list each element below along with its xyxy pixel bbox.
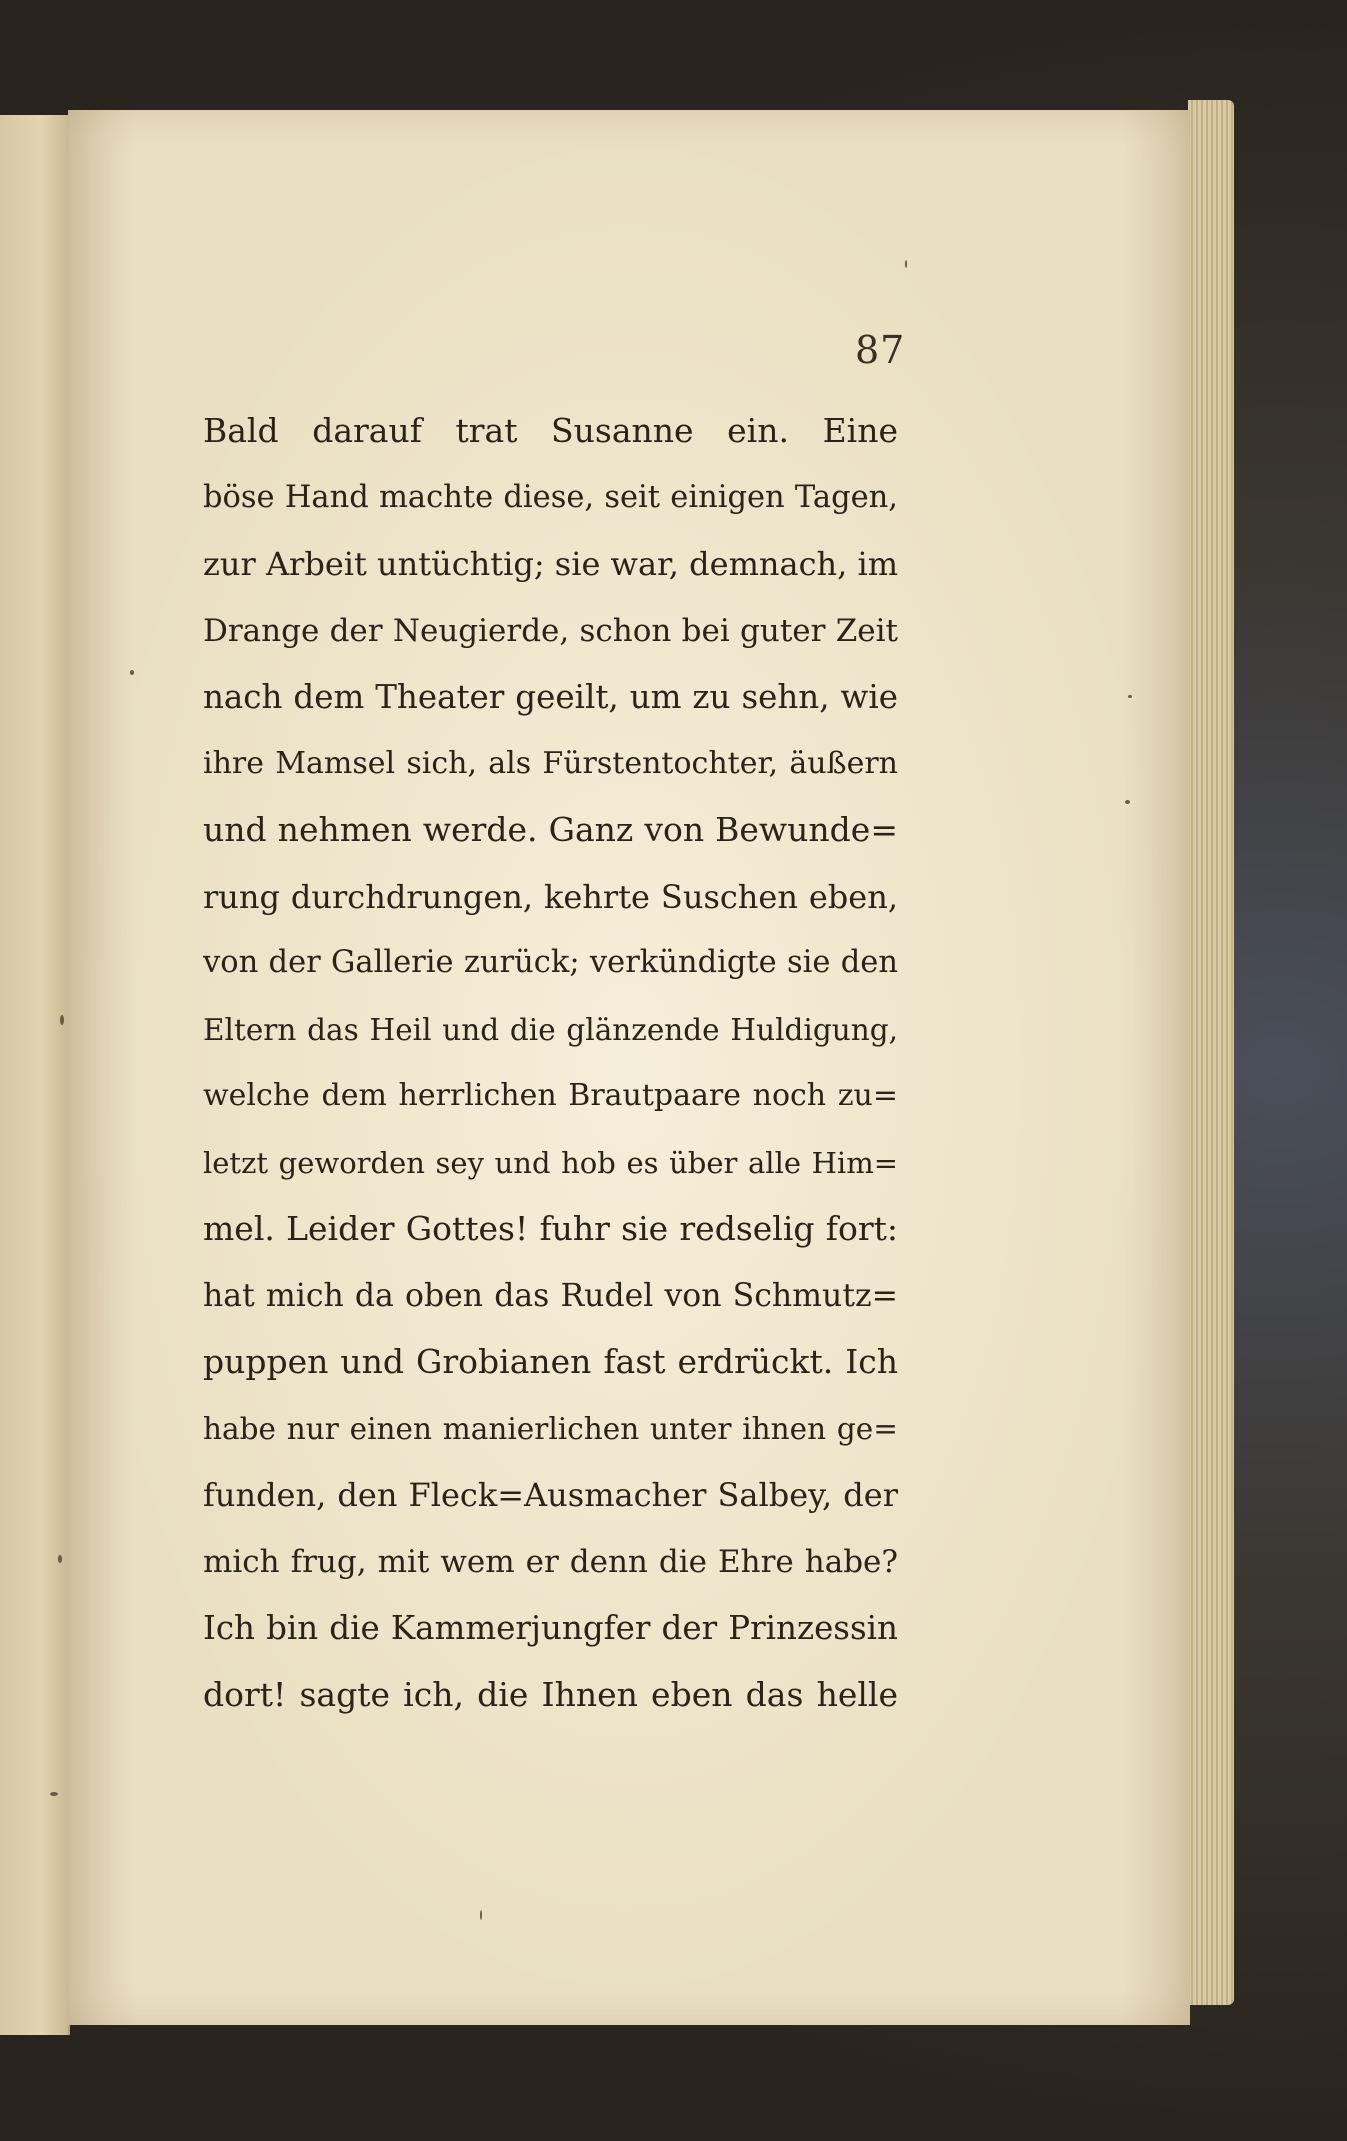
text-line: böse Hand machte diese, seit einigen Tagen, [203, 479, 898, 515]
text-line: ihre Mamsel sich, als Fürstentochter, äußern [203, 745, 898, 781]
text-line: letzt geworden sey und hob es über alle Him= [203, 1145, 898, 1180]
text-line: hat mich da oben das Rudel von Schmutz= [203, 1277, 898, 1314]
text-line: rung durchdrungen, kehrte Suschen eben, [203, 877, 898, 916]
text-line: welche dem herrlichen Brautpaare noch zu= [203, 1078, 898, 1113]
text-line: puppen und Grobianen fast erdrückt. Ich [203, 1342, 898, 1381]
text-line: Bald darauf trat Susanne ein. Eine [203, 411, 898, 450]
page-number: 87 [855, 328, 906, 372]
text-line: mel. Leider Gottes! fuhr sie redselig fort: [203, 1209, 898, 1248]
text-line: dort! sagte ich, die Ihnen eben das helle [203, 1674, 898, 1714]
text-line: von der Gallerie zurück; verkündigte sie den [203, 945, 898, 980]
text-line: habe nur einen manierlichen unter ihnen ge= [203, 1411, 898, 1446]
text-line: mich frug, mit wem er denn die Ehre habe? [203, 1543, 898, 1580]
text-line: Ich bin die Kammerjungfer der Prinzessin [203, 1609, 898, 1647]
text-line: funden, den Fleck=Ausmacher Salbey, der [203, 1476, 898, 1514]
page-stack-edges [1188, 100, 1234, 2005]
text-line: nach dem Theater geeilt, um zu sehn, wie [203, 678, 898, 716]
text-line: Drange der Neugierde, schon bei guter Zeit [203, 612, 898, 649]
text-line: Eltern das Heil und die glänzende Huldigung, [203, 1012, 898, 1047]
text-line: zur Arbeit untüchtig; sie war, demnach, im [203, 545, 898, 583]
previous-page-edge [0, 115, 70, 2035]
body-text [203, 398, 898, 1728]
text-line: und nehmen werde. Ganz von Bewunde= [203, 810, 898, 849]
